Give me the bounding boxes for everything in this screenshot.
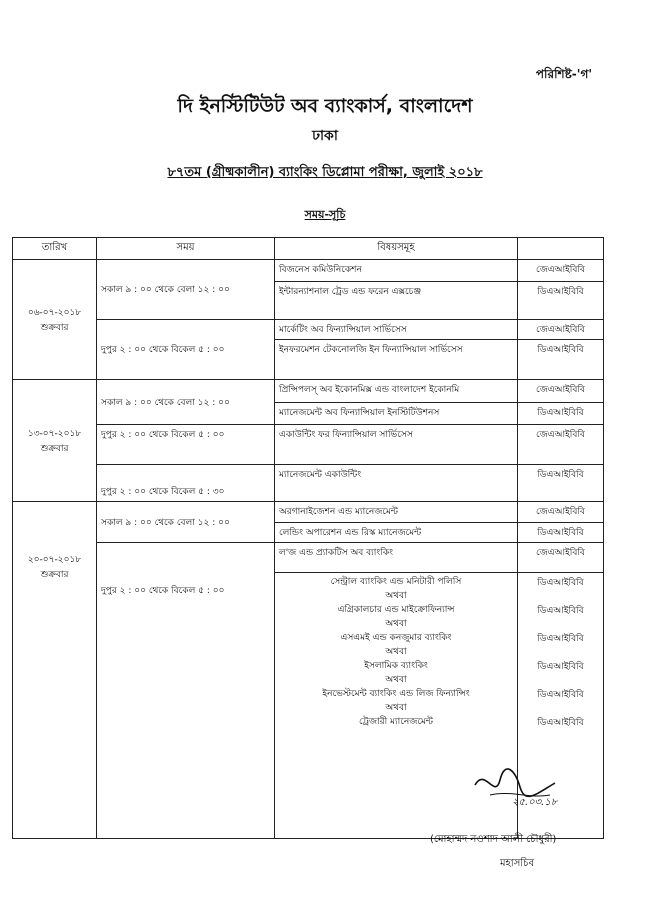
subject: একাউন্টিং ফর ফিন্যান্সিয়াল সার্ভিসেস	[275, 425, 518, 465]
weekday: শুক্রবার	[40, 570, 69, 580]
time-cell: দুপুর ২ : ০০ থেকে বিকেল ৫ : ০০	[97, 543, 275, 839]
course-code: জেএআইবিবি	[518, 320, 604, 340]
or-label: অথবা	[385, 591, 407, 601]
subject: অরগানাইজেশন এন্ড ম্যানেজমেন্ট	[275, 502, 518, 523]
elective-subject: ইনভেস্টমেন্ট ব্যাংকিং এন্ড লিজ ফিন্যান্সিং	[322, 689, 470, 699]
time-cell: সকাল ৯ : ০০ থেকে বেলা ১২ : ০০	[97, 502, 275, 543]
subject: ম্যানেজমেন্ট একাউন্টিং	[275, 465, 518, 502]
subject: লেন্ডিং অপারেশন এন্ড রিস্ক ম্যানেজমেন্ট	[275, 523, 518, 543]
subject: প্রিন্সিপলস্ অব ইকোনমিক্স এন্ড বাংলাদেশ ইকোনমি	[275, 380, 518, 403]
table-row	[13, 425, 604, 465]
course-code: ডিএআইবিবি	[537, 634, 584, 644]
weekday: শুক্রবার	[40, 443, 69, 454]
date-cell	[13, 260, 97, 380]
or-label: অথবা	[385, 647, 407, 657]
course-code: ডিএআইবিবি	[537, 718, 584, 728]
time-cell: দুপুর ২ : ০০ থেকে বিকেল ৫ : ০০	[97, 320, 275, 380]
signatory-name: (মোহাম্মদ নওশাদ আলী চৌধুরী)	[430, 834, 557, 845]
subject: মার্কেটিং অব ফিন্যান্সিয়াল সার্ভিসেস	[275, 320, 518, 340]
elective-subject: এসএমই এন্ড কনজুমার ব্যাংকিং	[340, 633, 452, 643]
elective-subject: ট্রেজারী ম্যানেজমেন্ট	[358, 717, 434, 727]
course-code: ডিএআইবিবি	[518, 465, 604, 502]
course-code: ডিএআইবিবি	[518, 523, 604, 543]
table-row	[13, 502, 604, 523]
or-label: অথবা	[385, 619, 407, 629]
elective-subject: এগ্রিকালচার এন্ড মাইক্রোফিন্যান্স	[337, 605, 455, 615]
schedule-title: সময়-সূচি	[304, 208, 346, 221]
header-code	[518, 238, 604, 260]
elective-subject: ইসলামিক ব্যাংকিং	[364, 661, 428, 671]
date: ০৬-০৭-২০১৮	[27, 307, 82, 318]
header-subjects: বিষয়সমূহ	[275, 238, 518, 260]
subject: ল'জ এন্ড প্র্যাকটিস অব ব্যাংকিং	[275, 543, 518, 573]
table-row	[13, 380, 604, 403]
course-code: জেএআইবিবি	[518, 425, 604, 465]
annex-label: পরিশিষ্ট-'গ'	[535, 67, 592, 81]
course-code: জেএআইবিবি	[518, 260, 604, 282]
or-label: অথবা	[385, 675, 407, 685]
city: ঢাকা	[312, 128, 338, 144]
table-row	[13, 260, 604, 282]
elective-subject: সেন্ট্রাল ব্যাংকিং এন্ড মনিটারী পলিসি	[330, 577, 462, 587]
course-code: ডিএআইবিবি	[518, 282, 604, 320]
header-time: সময়	[97, 238, 275, 260]
time-cell: দুপুর ২ : ০০ থেকে বিকেল ৫ : ০০	[97, 425, 275, 465]
header-date: তারিখ	[13, 238, 97, 260]
course-code: জেএআইবিবি	[518, 543, 604, 573]
table-row	[13, 320, 604, 340]
date: ১৩-০৭-২০১৮	[27, 428, 82, 439]
course-code: ডিএআইবিবি	[518, 340, 604, 380]
time-cell: সকাল ৯ : ০০ থেকে বেলা ১২ : ০০	[97, 380, 275, 425]
time-cell: সকাল ৯ : ০০ থেকে বেলা ১২ : ০০	[97, 260, 275, 320]
signatory-role: মহাসচিব	[500, 858, 535, 869]
subject: ইন্টারন্যাশনাল ট্রেড এন্ড ফরেন এক্সচেঞ্জ	[275, 282, 518, 320]
signature-date: ২৫.০৩.১৮	[512, 797, 558, 808]
or-label: অথবা	[385, 703, 407, 713]
course-code: ডিএআইবিবি	[537, 578, 584, 588]
course-code: ডিএআইবিবি	[537, 606, 584, 616]
date: ২০-০৭-২০১৮	[27, 555, 82, 565]
date-cell	[13, 502, 97, 839]
date-cell	[13, 380, 97, 502]
course-code: জেএআইবিবি	[518, 380, 604, 403]
course-code: ডিএআইবিবি	[537, 690, 584, 700]
subject: ম্যানেজমেন্ট অব ফিন্যান্সিয়াল ইনস্টিটিউশনস	[275, 403, 518, 425]
course-code: ডিএআইবিবি	[518, 403, 604, 425]
table-row	[13, 543, 604, 573]
course-code: ডিএআইবিবি	[537, 662, 584, 672]
subject: বিজনেস কমিউনিকেশন	[275, 260, 518, 282]
course-code: জেএআইবিবি	[518, 502, 604, 523]
time-cell: দুপুর ২ : ০০ থেকে বিকেল ৫ : ৩০	[97, 465, 275, 502]
exam-title: ৮৭তম (গ্রীষ্মকালীন) ব্যাংকিং ডিপ্লোমা পরীক্ষা, জুলাই ২০১৮	[167, 165, 483, 180]
table-header	[13, 238, 604, 260]
institute-title: দি ইনস্টিটিউট অব ব্যাংকার্স, বাংলাদেশ	[177, 95, 473, 117]
weekday: শুক্রবার	[40, 322, 69, 333]
table-row	[13, 465, 604, 502]
schedule-table	[12, 237, 604, 839]
subject: ইনফরমেশন টেকনোলজি ইন ফিন্যান্সিয়াল সার্ভিসেস	[275, 340, 518, 380]
